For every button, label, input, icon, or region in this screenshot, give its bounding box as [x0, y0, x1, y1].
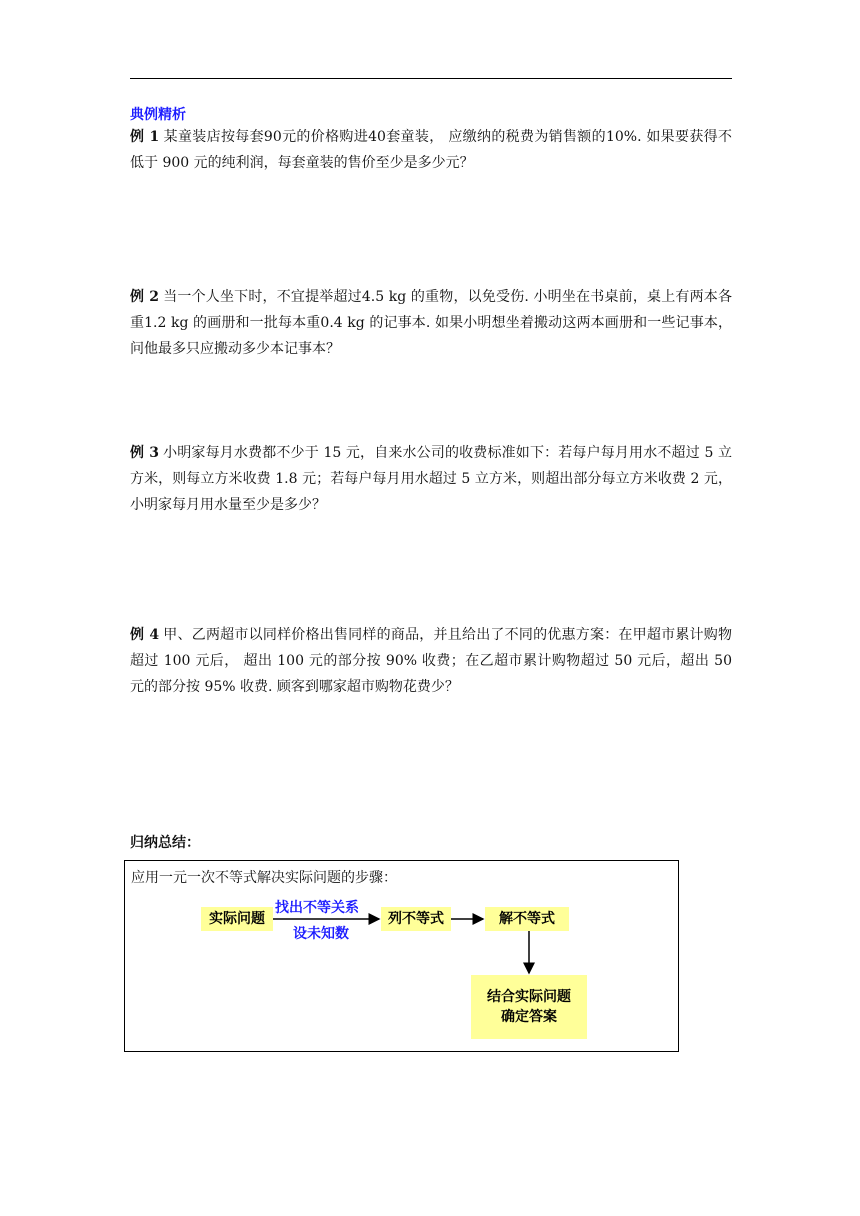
- example-label: 例 4: [130, 627, 160, 643]
- example-1: [130, 124, 732, 176]
- answer-line-2: 确定答案: [501, 1009, 557, 1025]
- summary-box: [124, 860, 679, 1052]
- example-text: 当一个人坐下时，不宜提举超过4.5 kg 的重物，以免受伤. 小明坐在书桌前，桌上有两本各重1.2 kg 的画册和一批每本重0.4 kg 的记事本. 如果小明想坐着搬动这两本画册和一些记事本，问他最多只应搬动多少本记事本？: [130, 289, 732, 357]
- summary-heading: 归纳总结：: [130, 835, 200, 851]
- flow-arrows: [125, 861, 680, 1053]
- example-label: 例 2: [130, 289, 159, 305]
- flow-node-list-inequality: 列不等式: [381, 907, 451, 931]
- top-rule: [130, 78, 732, 79]
- flow-node-problem: 实际问题: [201, 907, 273, 931]
- answer-line-1: 结合实际问题: [487, 989, 571, 1005]
- example-text: 某童装店按每套90元的价格购进40套童装， 应缴纳的税费为销售额的10%. 如果要获得不低于 900 元的纯利润，每套童装的售价至少是多少元？: [130, 129, 732, 171]
- section-title: 典例精析: [130, 107, 186, 123]
- example-text: 小明家每月水费都不少于 15 元，自来水公司的收费标准如下：若每户每月用水不超过 5 立方米，则每立方米收费 1.8 元；若每户每月用水超过 5 立方米，则超出部分每立方米收费 2 元，小明家每月用水量至少是多少？: [130, 445, 732, 513]
- example-label: 例 3: [130, 445, 159, 461]
- summary-intro: 应用一元一次不等式解决实际问题的步骤：: [131, 870, 397, 886]
- edge-label-set-unknown: 设未知数: [293, 926, 349, 942]
- flow-node-determine-answer: [471, 975, 587, 1039]
- flow-node-solve-inequality: 解不等式: [485, 907, 569, 931]
- edge-label-find-relation: 找出不等关系: [275, 900, 359, 916]
- example-3: [130, 440, 732, 518]
- example-2: [130, 284, 732, 362]
- example-text: 甲、乙两超市以同样价格出售同样的商品，并且给出了不同的优惠方案：在甲超市累计购物超过 100 元后， 超出 100 元的部分按 90% 收费；在乙超市累计购物超过 50 元后，超出 50 元的部分按 95% 收费. 顾客到哪家超市购物花费少？: [130, 627, 732, 695]
- example-4: [130, 622, 732, 700]
- example-label: 例 1: [130, 129, 160, 145]
